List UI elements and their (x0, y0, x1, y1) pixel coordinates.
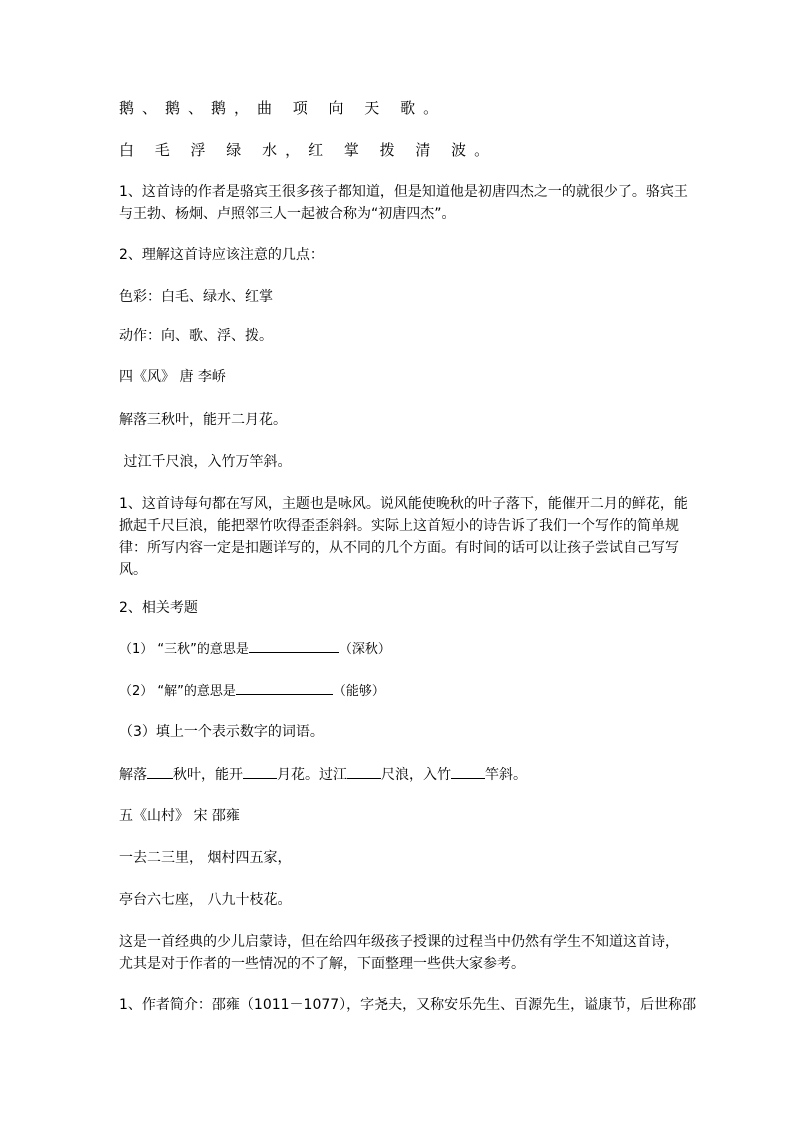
exam-question-2-answer: （能够） (332, 684, 385, 699)
poem-goose-line-2: 白 毛 浮 绿 水，红 掌 拨 清 波。 (119, 141, 498, 159)
exam-question-1-prompt: （1） “三秋”的意思是 (119, 642, 249, 657)
number-blank-1[interactable] (147, 763, 173, 779)
fill-text-3: 月花。过江 (277, 767, 347, 783)
answer-blank-1[interactable] (249, 637, 339, 653)
village-note-intro: 这是一首经典的少儿启蒙诗，但在给四年级孩子授课的过程当中仍然有学生不知道这首诗，尤其是对于作者的一些情况的不了解，下面整理一些供大家参考。 (119, 934, 679, 972)
exam-question-1-answer: （深秋） (338, 642, 391, 657)
number-blank-4[interactable] (451, 763, 485, 779)
exam-question-1 (119, 637, 689, 661)
poem-wind-line-1: 解落三秋叶，能开二月花。 (119, 412, 287, 428)
poem-wind-heading: 四《风》 唐 李峤 (119, 369, 226, 385)
poem-wind-line-2: 过江千尺浪，入竹万竿斜。 (119, 454, 292, 470)
poem-village-heading: 五《山村》 宋 邵雍 (119, 808, 240, 824)
fill-text-2: 秋叶，能开 (173, 767, 243, 783)
village-note-author: 1、作者简介：邵雍（1011－1077），字尧夫，又称安乐先生、百源先生，谥康节，后世称邵 (119, 997, 697, 1013)
number-blank-2[interactable] (243, 763, 277, 779)
fill-in-numbers-line (119, 763, 689, 786)
answer-blank-2[interactable] (236, 679, 333, 695)
wind-note-theme: 1、这首诗每句都在写风，主题也是咏风。说风能使晚秋的叶子落下，能催开二月的鲜花，能掀起千尺巨浪，能把翠竹吹得歪歪斜斜。实际上这首短小的诗告诉了我们一个写作的简单规律：所写内容一定是扣题详写的，从不同的几个方面。有时间的话可以让孩子尝试自己写写风。 (119, 496, 688, 578)
poem-village-line-1: 一去二三里， 烟村四五家， (119, 850, 292, 866)
fill-text-1: 解落 (119, 767, 147, 783)
goose-note-actions: 动作：向、歌、浮、拨。 (119, 328, 273, 344)
poem-goose-line-1: 鹅、鹅、鹅，曲 项 向 天 歌。 (119, 99, 447, 117)
exam-question-2 (119, 679, 689, 703)
exam-question-2-prompt: （2） “解”的意思是 (119, 684, 236, 699)
number-blank-3[interactable] (347, 763, 381, 779)
poem-village-line-2: 亭台六七座， 八九十枝花。 (119, 892, 292, 908)
goose-note-colors: 色彩：白毛、绿水、红掌 (119, 289, 273, 305)
exam-question-3: （3）填上一个表示数字的词语。 (119, 724, 324, 740)
goose-note-points: 2、理解这首诗应该注意的几点： (119, 247, 324, 263)
goose-note-author: 1、这首诗的作者是骆宾王很多孩子都知道，但是知道他是初唐四杰之一的就很少了。骆宾王与王勃、杨炯、卢照邻三人一起被合称为“初唐四杰”。 (119, 184, 688, 222)
fill-text-5: 竿斜。 (485, 767, 527, 783)
fill-text-4: 尺浪，入竹 (381, 767, 451, 783)
wind-note-exam: 2、相关考题 (119, 600, 198, 616)
